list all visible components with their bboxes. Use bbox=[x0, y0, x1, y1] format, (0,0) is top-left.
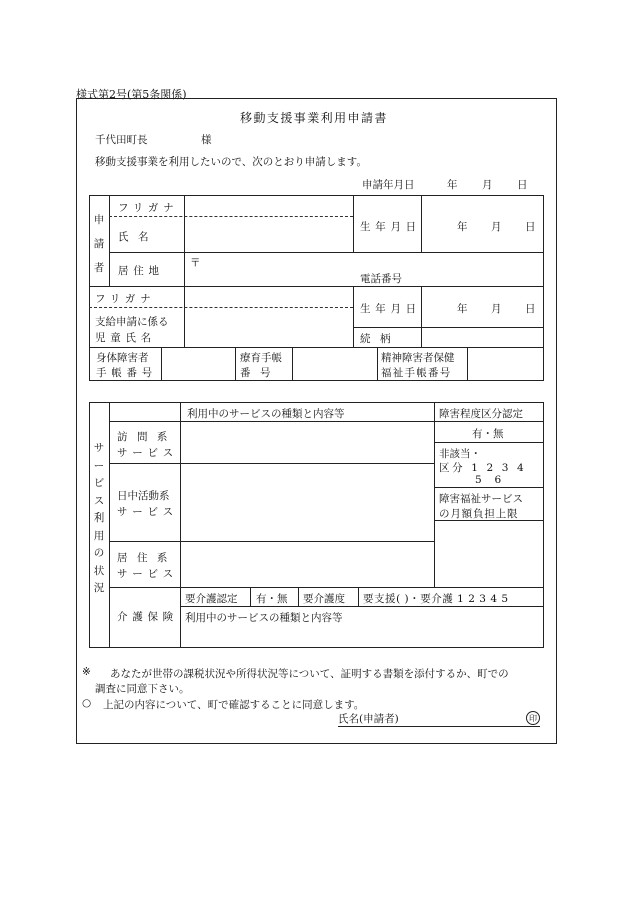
seal-icon: 印 bbox=[526, 711, 540, 725]
classification-label: 区分 1 2 3 4 bbox=[439, 462, 527, 474]
applicant-address-label: 居住地 bbox=[118, 265, 164, 277]
applicant-birth-label: 生年月日 bbox=[360, 221, 421, 233]
care-level-label: 要介護度 bbox=[303, 593, 345, 605]
child-birth-label: 生年月日 bbox=[360, 303, 421, 315]
rehab-handbook-label-2: 番号 bbox=[240, 367, 280, 379]
care-services-label: 利用中のサービスの種類と内容等 bbox=[185, 612, 343, 624]
postal-mark: 〒 bbox=[190, 257, 201, 269]
rehab-handbook-label: 療育手帳 bbox=[240, 352, 282, 364]
visit-service-label: 訪問系 bbox=[117, 431, 177, 443]
child-name-label-2: 児童氏名 bbox=[95, 332, 156, 344]
care-insurance-label: 介護保険 bbox=[117, 611, 178, 623]
child-name-label: 支給申請に係る bbox=[95, 316, 169, 328]
services-header: 利用中のサービスの種類と内容等 bbox=[187, 408, 345, 420]
visit-service-label-2: サービス bbox=[117, 447, 178, 459]
note2-text: 上記の内容について、町で確認することに同意します。 bbox=[103, 699, 365, 711]
applicant-name-label: 氏名 bbox=[118, 231, 158, 243]
disability-presence: 有・無 bbox=[472, 428, 504, 440]
signature-line bbox=[338, 726, 540, 727]
residential-service-label: 居住系 bbox=[117, 552, 177, 564]
burden-limit-label: 障害福祉サービス bbox=[439, 493, 523, 505]
honorific: 様 bbox=[201, 134, 212, 146]
form-label: 様式第2号(第5条関係) bbox=[76, 88, 187, 101]
applicant-table bbox=[89, 195, 544, 381]
disability-header: 障害程度区分認定 bbox=[439, 408, 523, 420]
residential-service-label-2: サービス bbox=[117, 568, 178, 580]
mental-handbook-label-2: 福祉手帳番号 bbox=[381, 367, 452, 379]
note1-mark: ※ bbox=[82, 666, 91, 678]
mental-handbook-label: 精神障害者保健 bbox=[381, 352, 455, 364]
form-title: 移動支援事業利用申請書 bbox=[240, 111, 388, 125]
applicant-section-label: 申請者 bbox=[93, 214, 105, 274]
relation-label: 続柄 bbox=[360, 333, 400, 345]
physical-handbook-label: 身体障害者 bbox=[96, 352, 149, 364]
service-section-label: サービス利用の状況 bbox=[93, 442, 105, 594]
physical-handbook-label-2: 手帳番号 bbox=[96, 367, 157, 379]
note1-text: あなたが世帯の課税状況や所得状況等について、証明する書類を添付するか、町での bbox=[110, 668, 509, 680]
daytime-service-label: 日中活動系 bbox=[117, 490, 170, 502]
applicant-furigana-label: フリガナ bbox=[118, 202, 179, 214]
intro-text: 移動支援事業を利用したいので、次のとおり申請します。 bbox=[95, 156, 367, 168]
care-cert-label: 要介護認定 bbox=[185, 593, 238, 605]
note1-text-2: 調査に同意下さい。 bbox=[95, 683, 190, 695]
child-furigana-label: フリガナ bbox=[95, 293, 156, 305]
daytime-service-label-2: サービス bbox=[117, 506, 178, 518]
care-presence: 有・無 bbox=[256, 593, 288, 605]
not-applicable-label: 非該当・ bbox=[439, 448, 481, 460]
classification-label-2: 5 6 bbox=[475, 474, 506, 486]
phone-label: 電話番号 bbox=[360, 273, 402, 285]
burden-limit-label-2: の月額負担上限 bbox=[439, 508, 519, 520]
signature-label: 氏名(申請者) bbox=[338, 713, 399, 725]
note2-mark: ○ bbox=[82, 697, 92, 709]
care-level-options: 要支援( )・要介護 1 2 3 4 5 bbox=[363, 593, 509, 605]
addressee: 千代田町長 bbox=[95, 134, 148, 146]
